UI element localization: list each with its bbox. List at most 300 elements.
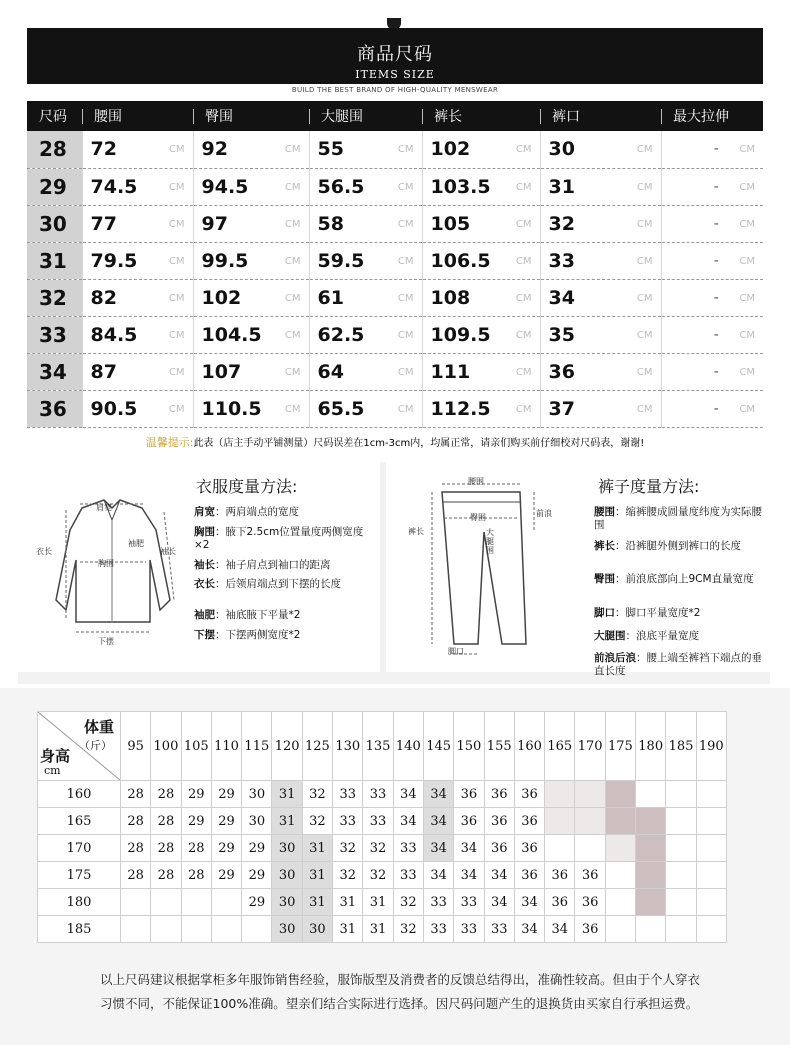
size-value: 58: [317, 212, 344, 235]
size-value: 110.5: [201, 397, 262, 420]
size-col-header: 腰围: [82, 101, 193, 131]
recommended-size: 28: [151, 781, 181, 808]
unit-label: CM: [739, 255, 755, 267]
size-cell: [661, 353, 763, 390]
recommended-size: 36: [575, 916, 605, 943]
header-separator: [661, 109, 662, 124]
recommended-size: 36: [575, 862, 605, 889]
weight-value: 160: [514, 712, 544, 781]
unit-label: CM: [284, 255, 301, 267]
unit-label: CM: [636, 366, 653, 378]
recommended-size: [211, 916, 241, 943]
recommended-size: 34: [484, 889, 514, 916]
fig-label-waist: 腰围: [468, 477, 484, 486]
size-label: 31: [27, 242, 82, 279]
pants-item: 大腿围：浪底平量宽度: [594, 630, 699, 642]
size-cell: [309, 205, 422, 242]
unit-label: CM: [397, 329, 414, 341]
recommended-size: 29: [242, 862, 272, 889]
unit-label: CM: [515, 403, 532, 415]
pants-measure-title: 裤子度量方法:: [598, 477, 700, 496]
recommended-size: 36: [514, 781, 544, 808]
weight-value: 170: [575, 712, 605, 781]
size-col-header: 臀围: [193, 101, 309, 131]
recommended-size: 33: [363, 781, 393, 808]
unit-label: CM: [284, 144, 301, 155]
unit-label: CM: [284, 329, 301, 341]
size-cell: [422, 131, 540, 168]
weight-value: 115: [242, 712, 272, 781]
unit-label: CM: [739, 403, 755, 415]
unit-label: CM: [739, 181, 755, 193]
size-cell: [82, 168, 193, 205]
recommended-size: 36: [514, 862, 544, 889]
header-separator: [193, 109, 194, 124]
recommended-size: [666, 808, 696, 835]
recommended-size: [636, 889, 666, 916]
unit-label: CM: [636, 292, 653, 304]
size-value: 31: [548, 175, 575, 198]
weight-value: 155: [484, 712, 514, 781]
size-label: 28: [27, 131, 82, 168]
recommended-size: 31: [302, 862, 332, 889]
recommended-size: 32: [393, 889, 423, 916]
recommended-size: [605, 808, 635, 835]
size-value: -: [713, 141, 719, 158]
recommended-size: 31: [272, 781, 302, 808]
unit-label: CM: [168, 329, 185, 341]
size-cell: [309, 131, 422, 168]
recommended-size: [211, 889, 241, 916]
recommended-size: 30: [272, 916, 302, 943]
recommended-size: 33: [484, 916, 514, 943]
size-cell: [422, 205, 540, 242]
recommended-size: [666, 781, 696, 808]
size-row: [27, 205, 763, 242]
recommended-size: [666, 889, 696, 916]
size-value: 105: [430, 212, 471, 235]
size-value: 99.5: [201, 249, 249, 272]
unit-label: CM: [397, 144, 414, 155]
size-col-header: 最大拉伸: [661, 101, 763, 131]
fig-label-chest: 胸围: [98, 559, 114, 568]
pants-item: 裤长：沿裤腿外侧到裤口的长度: [594, 540, 741, 552]
size-value: 32: [548, 212, 575, 235]
recommended-size: 36: [484, 781, 514, 808]
size-row: [27, 131, 763, 168]
clothes-item: 胸围：腋下2.5cm位置量度两侧宽度×2: [194, 526, 364, 551]
recommended-size: [696, 862, 726, 889]
size-cell: [540, 205, 661, 242]
recommended-size: [121, 889, 151, 916]
height-row: [38, 862, 727, 889]
weight-label: 体重: [83, 718, 114, 736]
weight-value: 130: [333, 712, 363, 781]
recommended-size: 28: [151, 808, 181, 835]
weight-value: 140: [393, 712, 423, 781]
recommended-size: 29: [211, 835, 241, 862]
recommended-size: [151, 916, 181, 943]
size-cell: [661, 242, 763, 279]
size-value: 97: [201, 212, 228, 235]
size-cell: [540, 242, 661, 279]
recommended-size: [181, 889, 211, 916]
size-value: -: [713, 326, 719, 343]
tip-label: 温馨提示:: [145, 436, 194, 449]
weight-header-row: [38, 712, 727, 781]
size-value: 106.5: [430, 249, 491, 272]
size-value: 90.5: [90, 397, 138, 420]
recommended-size: 30: [272, 862, 302, 889]
recommended-size: 36: [454, 781, 484, 808]
recommended-size: 36: [454, 808, 484, 835]
unit-label: CM: [515, 144, 532, 155]
height-row: [38, 889, 727, 916]
recommended-size: 34: [454, 835, 484, 862]
recommended-size: 30: [242, 808, 272, 835]
recommended-size: [121, 916, 151, 943]
unit-label: CM: [397, 181, 414, 193]
unit-label: CM: [636, 218, 653, 230]
height-row: [38, 781, 727, 808]
recommended-size: [545, 781, 575, 808]
fig-label-hem: 下摆: [98, 637, 114, 646]
size-cell: [193, 353, 309, 390]
recommended-size: 29: [181, 781, 211, 808]
recommended-size: [605, 862, 635, 889]
size-row: [27, 242, 763, 279]
size-table: [27, 101, 763, 428]
height-value: 170: [38, 835, 121, 862]
recommended-size: [696, 916, 726, 943]
size-row: [27, 390, 763, 427]
fig-label-rise: 前浪: [536, 509, 552, 518]
size-value: 61: [317, 286, 344, 309]
size-cell: [540, 390, 661, 427]
size-value: 82: [90, 286, 117, 309]
recommended-size: [545, 835, 575, 862]
recommended-size: 28: [151, 835, 181, 862]
recommended-size: 33: [333, 808, 363, 835]
weight-value: 95: [121, 712, 151, 781]
unit-label: CM: [739, 366, 755, 378]
weight-value: 190: [696, 712, 726, 781]
size-label: 34: [27, 353, 82, 390]
recommended-size: [605, 835, 635, 862]
size-cell: [309, 390, 422, 427]
recommended-size: [605, 889, 635, 916]
size-value: 33: [548, 249, 575, 272]
unit-label: CM: [168, 181, 185, 193]
size-value: 72: [90, 138, 117, 161]
size-cell: [193, 242, 309, 279]
size-cell: [540, 168, 661, 205]
weight-value: 120: [272, 712, 302, 781]
size-value: -: [713, 215, 719, 232]
recommended-size: 30: [272, 835, 302, 862]
recommended-size: [636, 781, 666, 808]
recommended-size: [575, 808, 605, 835]
recommended-size: 32: [333, 862, 363, 889]
size-value: 55: [317, 138, 344, 161]
unit-label: CM: [515, 181, 532, 193]
recommended-size: 30: [242, 781, 272, 808]
size-cell: [193, 390, 309, 427]
recommended-size: [605, 781, 635, 808]
recommended-size: [575, 835, 605, 862]
size-label: 36: [27, 390, 82, 427]
clothes-item: 肩宽：两肩端点的宽度: [194, 506, 299, 518]
pants-panel: [386, 462, 770, 677]
unit-label: CM: [636, 403, 653, 415]
size-value: -: [713, 400, 719, 417]
height-value: 165: [38, 808, 121, 835]
size-cell: [82, 316, 193, 353]
height-value: 180: [38, 889, 121, 916]
size-cell: [193, 131, 309, 168]
height-row: [38, 808, 727, 835]
weight-height-table: [37, 711, 727, 943]
recommended-size: 31: [363, 889, 393, 916]
size-cell: [82, 279, 193, 316]
fig-label-shoulder: 肩宽: [96, 503, 112, 512]
recommended-size: 28: [121, 862, 151, 889]
unit-label: CM: [397, 403, 414, 415]
size-cell: [422, 279, 540, 316]
size-value: 64: [317, 360, 344, 383]
weight-value: 145: [423, 712, 453, 781]
unit-label: CM: [168, 366, 185, 378]
unit-label: CM: [284, 403, 301, 415]
unit-label: CM: [397, 292, 414, 304]
recommended-size: 36: [484, 808, 514, 835]
size-value: 34: [548, 286, 575, 309]
recommended-size: 34: [423, 781, 453, 808]
height-unit: cm: [44, 764, 61, 777]
recommended-size: 36: [484, 835, 514, 862]
size-cell: [82, 390, 193, 427]
size-value: 87: [90, 360, 117, 383]
size-cell: [193, 205, 309, 242]
recommended-size: 33: [423, 916, 453, 943]
recommended-size: 32: [302, 808, 332, 835]
clothes-item: 袖长：袖子肩点到袖口的距离: [194, 559, 331, 571]
unit-label: CM: [397, 218, 414, 230]
recommended-size: [696, 808, 726, 835]
height-label: 身高: [40, 747, 71, 765]
size-cell: [422, 242, 540, 279]
size-value: 112.5: [430, 397, 491, 420]
recommended-size: 32: [333, 835, 363, 862]
recommended-size: 28: [121, 808, 151, 835]
pants-item: 腰围：缩裤腰成圆量度纬度为实际腰围: [594, 506, 762, 531]
unit-label: CM: [168, 218, 185, 230]
size-value: 77: [90, 212, 117, 235]
size-cell: [540, 279, 661, 316]
size-value: 74.5: [90, 175, 138, 198]
unit-label: CM: [739, 292, 755, 304]
size-cell: [309, 353, 422, 390]
unit-label: CM: [515, 292, 532, 304]
size-cell: [309, 316, 422, 353]
size-cell: [540, 316, 661, 353]
table-corner: [38, 712, 121, 781]
size-row: [27, 353, 763, 390]
size-cell: [309, 279, 422, 316]
clothes-item: 衣长：后领肩端点到下摆的长度: [194, 578, 341, 590]
clothes-item: 下摆：下摆两侧宽度*2: [194, 629, 301, 641]
recommended-size: [181, 916, 211, 943]
recommended-size: 33: [333, 781, 363, 808]
unit-label: CM: [284, 292, 301, 304]
recommended-size: 28: [181, 835, 211, 862]
tip-text: 此表（店主手动平铺测量）尺码误差在1cm-3cm内，均属正常，请亲们购买前仔细校对尺码表，谢谢!: [193, 438, 645, 449]
weight-value: 165: [545, 712, 575, 781]
recommended-size: 34: [393, 781, 423, 808]
recommended-size: [666, 862, 696, 889]
pants-item: 前浪后浪：腰上端至裤裆下端点的垂直长度: [594, 652, 762, 677]
size-cell: [82, 205, 193, 242]
recommended-size: 31: [333, 916, 363, 943]
size-value: 92: [201, 138, 228, 161]
unit-label: CM: [284, 181, 301, 193]
size-value: 111: [430, 360, 471, 383]
recommended-size: 30: [272, 889, 302, 916]
size-value: -: [713, 252, 719, 269]
unit-label: CM: [739, 144, 755, 155]
fig-label-sleeve-length: 袖长: [160, 547, 176, 556]
size-value: -: [713, 178, 719, 195]
size-cell: [661, 316, 763, 353]
recommended-size: 31: [363, 916, 393, 943]
brand-line: BUILD THE BEST BRAND OF HIGH-QUALITY MENSWEAR: [291, 86, 499, 94]
size-row: [27, 168, 763, 205]
recommended-size: 31: [272, 808, 302, 835]
size-value: 104.5: [201, 323, 262, 346]
recommended-size: 32: [393, 916, 423, 943]
recommended-size: 29: [242, 835, 272, 862]
recommended-size: 28: [151, 862, 181, 889]
weight-value: 125: [302, 712, 332, 781]
recommended-size: 34: [423, 808, 453, 835]
size-value: 102: [430, 138, 471, 161]
unit-label: CM: [739, 218, 755, 230]
unit-label: CM: [168, 292, 185, 304]
weight-value: 175: [605, 712, 635, 781]
unit-label: CM: [515, 255, 532, 267]
recommended-size: 36: [575, 889, 605, 916]
recommended-size: 34: [484, 862, 514, 889]
unit-label: CM: [636, 255, 653, 267]
weight-value: 150: [454, 712, 484, 781]
size-note: 以上尺码建议根据掌柜多年服饰销售经验，服饰版型及消费者的反馈总结得出，准确性较高。但由于个人穿衣习惯不同，不能保证100%准确。望亲们结合实际进行选择。因尺码问题产生的退换货由买家自行承担运费。: [100, 972, 701, 1011]
recommended-size: 29: [211, 862, 241, 889]
recommended-size: [242, 916, 272, 943]
size-value: 35: [548, 323, 575, 346]
recommended-size: [575, 781, 605, 808]
header-title-en: ITEMS SIZE: [355, 68, 435, 81]
size-col-header: 裤口: [540, 101, 661, 131]
header-separator: [422, 109, 423, 124]
unit-label: CM: [284, 366, 301, 378]
unit-label: CM: [739, 329, 755, 341]
size-value: 84.5: [90, 323, 138, 346]
size-row: [27, 316, 763, 353]
recommended-size: 31: [333, 889, 363, 916]
unit-label: CM: [636, 144, 653, 155]
size-value: 30: [548, 138, 575, 161]
size-value: 37: [548, 397, 575, 420]
size-cell: [193, 279, 309, 316]
size-col-header: 尺码: [27, 101, 82, 131]
recommended-size: 29: [242, 889, 272, 916]
recommended-size: 33: [454, 916, 484, 943]
height-row: [38, 916, 727, 943]
recommended-size: 32: [363, 835, 393, 862]
size-col-header: 裤长: [422, 101, 540, 131]
recommended-size: 33: [423, 889, 453, 916]
size-col-header: 大腿围: [309, 101, 422, 131]
height-value: 185: [38, 916, 121, 943]
unit-label: CM: [515, 329, 532, 341]
recommended-size: 33: [393, 835, 423, 862]
recommended-size: 36: [514, 835, 544, 862]
recommended-size: [666, 916, 696, 943]
recommended-size: 33: [454, 889, 484, 916]
recommended-size: 34: [514, 916, 544, 943]
size-cell: [82, 353, 193, 390]
recommended-size: 28: [121, 835, 151, 862]
fig-label-length: 衣长: [36, 547, 52, 556]
recommended-size: [696, 889, 726, 916]
unit-label: CM: [168, 403, 185, 415]
recommended-size: 34: [393, 808, 423, 835]
recommended-size: 34: [423, 862, 453, 889]
recommended-size: [636, 835, 666, 862]
unit-label: CM: [515, 218, 532, 230]
unit-label: CM: [284, 218, 301, 230]
header-separator: [309, 109, 310, 124]
size-cell: [309, 242, 422, 279]
recommended-size: 34: [514, 889, 544, 916]
header-separator: [82, 109, 83, 124]
size-value: 102: [201, 286, 242, 309]
size-value: 79.5: [90, 249, 138, 272]
recommended-size: 36: [545, 889, 575, 916]
page-header: [27, 28, 763, 84]
size-cell: [422, 353, 540, 390]
recommended-size: 36: [514, 808, 544, 835]
unit-label: CM: [397, 255, 414, 267]
size-value: 94.5: [201, 175, 249, 198]
size-cell: [661, 205, 763, 242]
size-value: 36: [548, 360, 575, 383]
recommended-size: 33: [363, 808, 393, 835]
size-label: 32: [27, 279, 82, 316]
height-row: [38, 835, 727, 862]
size-cell: [661, 168, 763, 205]
size-row: [27, 279, 763, 316]
header-title-cn: 商品尺码: [357, 44, 433, 65]
recommended-size: [636, 808, 666, 835]
recommended-size: 32: [302, 781, 332, 808]
recommended-size: 30: [302, 916, 332, 943]
recommended-size: 29: [211, 808, 241, 835]
size-value: 56.5: [317, 175, 365, 198]
recommended-size: 29: [211, 781, 241, 808]
recommended-size: [636, 862, 666, 889]
fig-label-thigh: 大腿围: [486, 528, 494, 555]
